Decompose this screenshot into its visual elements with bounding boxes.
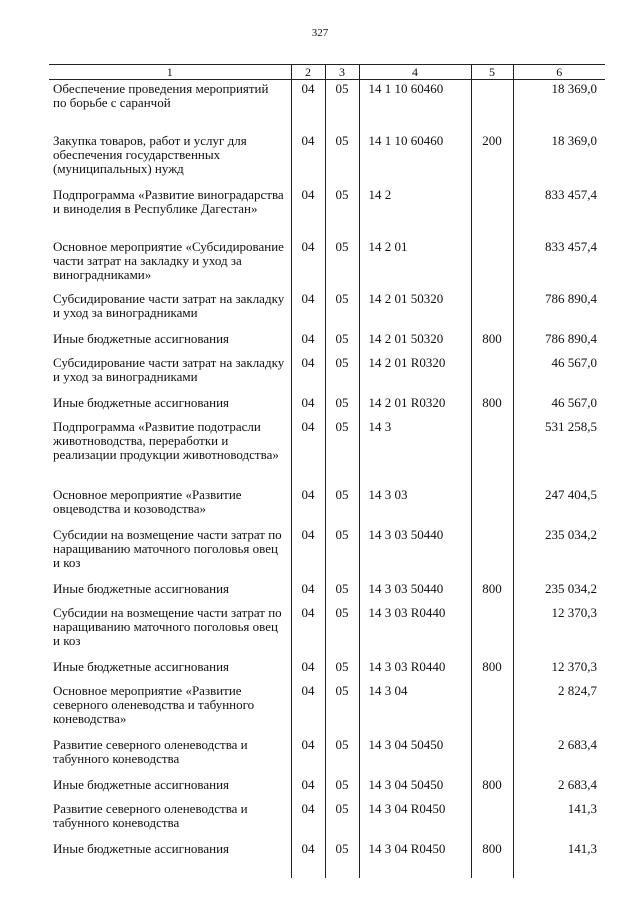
- row-expense-type-cell: 800: [471, 330, 513, 354]
- row-expense-type-cell: 800: [471, 394, 513, 418]
- row-section-cell: 04: [291, 290, 325, 330]
- row-name-cell: Субсидирование части затрат на закладку и уход за виноградниками: [53, 290, 285, 320]
- row-subsection-cell: 05: [325, 658, 359, 682]
- row-name-cell: Иные бюджетные ассигнования: [53, 330, 230, 346]
- row-amount-cell: 833 457,4: [513, 238, 605, 290]
- row-subsection-cell: 05: [325, 394, 359, 418]
- row-target-article-cell: 14 2 01 R0320: [359, 354, 471, 394]
- row-expense-type-cell: [471, 800, 513, 840]
- row-section-cell: 04: [291, 682, 325, 736]
- row-section-cell: 04: [291, 580, 325, 604]
- row-name-cell: Иные бюджетные ассигнования: [53, 394, 230, 410]
- row-section-cell: 04: [291, 526, 325, 580]
- row-target-article-cell: 14 2 01 50320: [359, 330, 471, 354]
- row-name-cell: Основное мероприятие «Развитие овцеводства и козоводства»: [53, 486, 242, 516]
- table-row: [49, 330, 605, 354]
- row-target-article-cell: 14 3 04 R0450: [359, 800, 471, 840]
- row-section-cell: 04: [291, 658, 325, 682]
- row-name-cell: Подпрограмма «Развитие подотрасли животноводства, переработки и реализации продукции животноводства»: [53, 418, 279, 462]
- row-target-article-cell: 14 3 04 R0450: [359, 840, 471, 878]
- row-section-cell: 04: [291, 132, 325, 186]
- row-section-cell: 04: [291, 418, 325, 486]
- row-section-cell: 04: [291, 80, 325, 132]
- column-header-name: 1: [49, 65, 291, 80]
- row-subsection-cell: 05: [325, 418, 359, 486]
- row-subsection-cell: 05: [325, 330, 359, 354]
- row-subsection-cell: 05: [325, 840, 359, 878]
- row-amount-cell: 786 890,4: [513, 290, 605, 330]
- table-row: [49, 682, 605, 736]
- row-subsection-cell: 05: [325, 290, 359, 330]
- table-row: [49, 580, 605, 604]
- table-row: [49, 840, 605, 878]
- row-subsection-cell: 05: [325, 604, 359, 658]
- row-subsection-cell: 05: [325, 800, 359, 840]
- column-header-expense-type: 5: [471, 65, 513, 80]
- row-name-cell: Основное мероприятие «Развитие северного оленеводства и табунного коневодства»: [53, 682, 255, 726]
- row-expense-type-cell: [471, 354, 513, 394]
- row-expense-type-cell: [471, 186, 513, 238]
- row-section-cell: 04: [291, 238, 325, 290]
- row-amount-cell: 2 683,4: [513, 736, 605, 776]
- row-expense-type-cell: [471, 736, 513, 776]
- row-amount-cell: 531 258,5: [513, 418, 605, 486]
- row-target-article-cell: 14 2 01: [359, 238, 471, 290]
- row-target-article-cell: 14 2 01 50320: [359, 290, 471, 330]
- row-name-cell: Развитие северного оленеводства и табунного коневодства: [53, 736, 248, 766]
- row-subsection-cell: 05: [325, 354, 359, 394]
- row-target-article-cell: 14 3 04: [359, 682, 471, 736]
- table-row: [49, 80, 605, 132]
- row-section-cell: 04: [291, 604, 325, 658]
- row-name-cell: Подпрограмма «Развитие виноградарства и виноделия в Республике Дагестан»: [53, 186, 284, 216]
- row-amount-cell: 12 370,3: [513, 658, 605, 682]
- row-section-cell: 04: [291, 736, 325, 776]
- row-target-article-cell: 14 3 03 R0440: [359, 604, 471, 658]
- table-row: [49, 186, 605, 238]
- row-section-cell: 04: [291, 800, 325, 840]
- row-section-cell: 04: [291, 840, 325, 878]
- table-row: [49, 132, 605, 186]
- row-target-article-cell: 14 3 03 50440: [359, 526, 471, 580]
- row-expense-type-cell: [471, 486, 513, 526]
- row-target-article-cell: 14 3 04 50450: [359, 736, 471, 776]
- row-expense-type-cell: [471, 604, 513, 658]
- row-target-article-cell: 14 3: [359, 418, 471, 486]
- row-section-cell: 04: [291, 354, 325, 394]
- column-header-section: 2: [291, 65, 325, 80]
- row-name-cell: Субсидии на возмещение части затрат по наращиванию маточного поголовья овец и коз: [53, 526, 282, 570]
- row-expense-type-cell: [471, 418, 513, 486]
- table-row: [49, 238, 605, 290]
- row-subsection-cell: 05: [325, 682, 359, 736]
- row-subsection-cell: 05: [325, 186, 359, 238]
- row-target-article-cell: 14 2: [359, 186, 471, 238]
- row-subsection-cell: 05: [325, 80, 359, 132]
- row-name-cell: Обеспечение проведения мероприятий по борьбе с саранчой: [53, 81, 269, 110]
- row-subsection-cell: 05: [325, 132, 359, 186]
- row-section-cell: 04: [291, 186, 325, 238]
- row-expense-type-cell: 800: [471, 658, 513, 682]
- row-amount-cell: 18 369,0: [513, 132, 605, 186]
- row-target-article-cell: 14 3 03 R0440: [359, 658, 471, 682]
- row-name-cell: Иные бюджетные ассигнования: [53, 580, 230, 596]
- row-amount-cell: 18 369,0: [513, 80, 605, 132]
- row-subsection-cell: 05: [325, 526, 359, 580]
- row-expense-type-cell: [471, 290, 513, 330]
- table-body: [49, 80, 605, 878]
- table-row: [49, 486, 605, 526]
- row-expense-type-cell: [471, 526, 513, 580]
- row-target-article-cell: 14 3 04 50450: [359, 776, 471, 800]
- table-row: [49, 736, 605, 776]
- row-expense-type-cell: 800: [471, 776, 513, 800]
- header-row: [49, 65, 605, 80]
- column-header-target-article: 4: [359, 65, 471, 80]
- row-name-cell: Иные бюджетные ассигнования: [53, 776, 230, 792]
- row-name-cell: Иные бюджетные ассигнования: [53, 840, 230, 856]
- row-amount-cell: 247 404,5: [513, 486, 605, 526]
- row-name-cell: Развитие северного оленеводства и табунного коневодства: [53, 800, 248, 830]
- row-section-cell: 04: [291, 330, 325, 354]
- row-amount-cell: 786 890,4: [513, 330, 605, 354]
- table-row: [49, 604, 605, 658]
- table-header: [49, 65, 605, 80]
- row-amount-cell: 141,3: [513, 840, 605, 878]
- page-number: 327: [311, 27, 329, 39]
- table-row: [49, 526, 605, 580]
- row-expense-type-cell: [471, 238, 513, 290]
- row-expense-type-cell: 800: [471, 580, 513, 604]
- row-target-article-cell: 14 1 10 60460: [359, 132, 471, 186]
- row-amount-cell: 141,3: [513, 800, 605, 840]
- row-amount-cell: 833 457,4: [513, 186, 605, 238]
- row-target-article-cell: 14 2 01 R0320: [359, 394, 471, 418]
- row-section-cell: 04: [291, 776, 325, 800]
- row-expense-type-cell: 200: [471, 132, 513, 186]
- row-amount-cell: 235 034,2: [513, 526, 605, 580]
- row-name-cell: Иные бюджетные ассигнования: [53, 658, 230, 674]
- row-amount-cell: 2 824,7: [513, 682, 605, 736]
- row-expense-type-cell: [471, 682, 513, 736]
- row-name-cell: Субсидирование части затрат на закладку и уход за виноградниками: [53, 354, 285, 384]
- row-section-cell: 04: [291, 394, 325, 418]
- row-subsection-cell: 05: [325, 580, 359, 604]
- table-row: [49, 418, 605, 486]
- row-amount-cell: 46 567,0: [513, 394, 605, 418]
- row-name-cell: Субсидии на возмещение части затрат по наращиванию маточного поголовья овец и коз: [53, 604, 282, 648]
- row-amount-cell: 235 034,2: [513, 580, 605, 604]
- row-expense-type-cell: 800: [471, 840, 513, 878]
- row-target-article-cell: 14 1 10 60460: [359, 80, 471, 132]
- row-subsection-cell: 05: [325, 486, 359, 526]
- row-target-article-cell: 14 3 03 50440: [359, 580, 471, 604]
- column-header-subsection: 3: [325, 65, 359, 80]
- table-row: [49, 776, 605, 800]
- row-amount-cell: 46 567,0: [513, 354, 605, 394]
- row-expense-type-cell: [471, 80, 513, 132]
- table-row: [49, 394, 605, 418]
- table-row: [49, 800, 605, 840]
- row-name-cell: Закупка товаров, работ и услуг для обеспечения государственных (муниципальных) нужд: [53, 132, 247, 176]
- row-amount-cell: 2 683,4: [513, 776, 605, 800]
- row-target-article-cell: 14 3 03: [359, 486, 471, 526]
- row-subsection-cell: 05: [325, 776, 359, 800]
- budget-table: [49, 64, 605, 878]
- table-row: [49, 290, 605, 330]
- row-subsection-cell: 05: [325, 238, 359, 290]
- table-row: [49, 354, 605, 394]
- row-name-cell: Основное мероприятие «Субсидирование части затрат на закладку и уход за виноградниками»: [53, 238, 284, 282]
- row-section-cell: 04: [291, 486, 325, 526]
- row-amount-cell: 12 370,3: [513, 604, 605, 658]
- row-subsection-cell: 05: [325, 736, 359, 776]
- table-row: [49, 658, 605, 682]
- column-header-amount: 6: [513, 65, 605, 80]
